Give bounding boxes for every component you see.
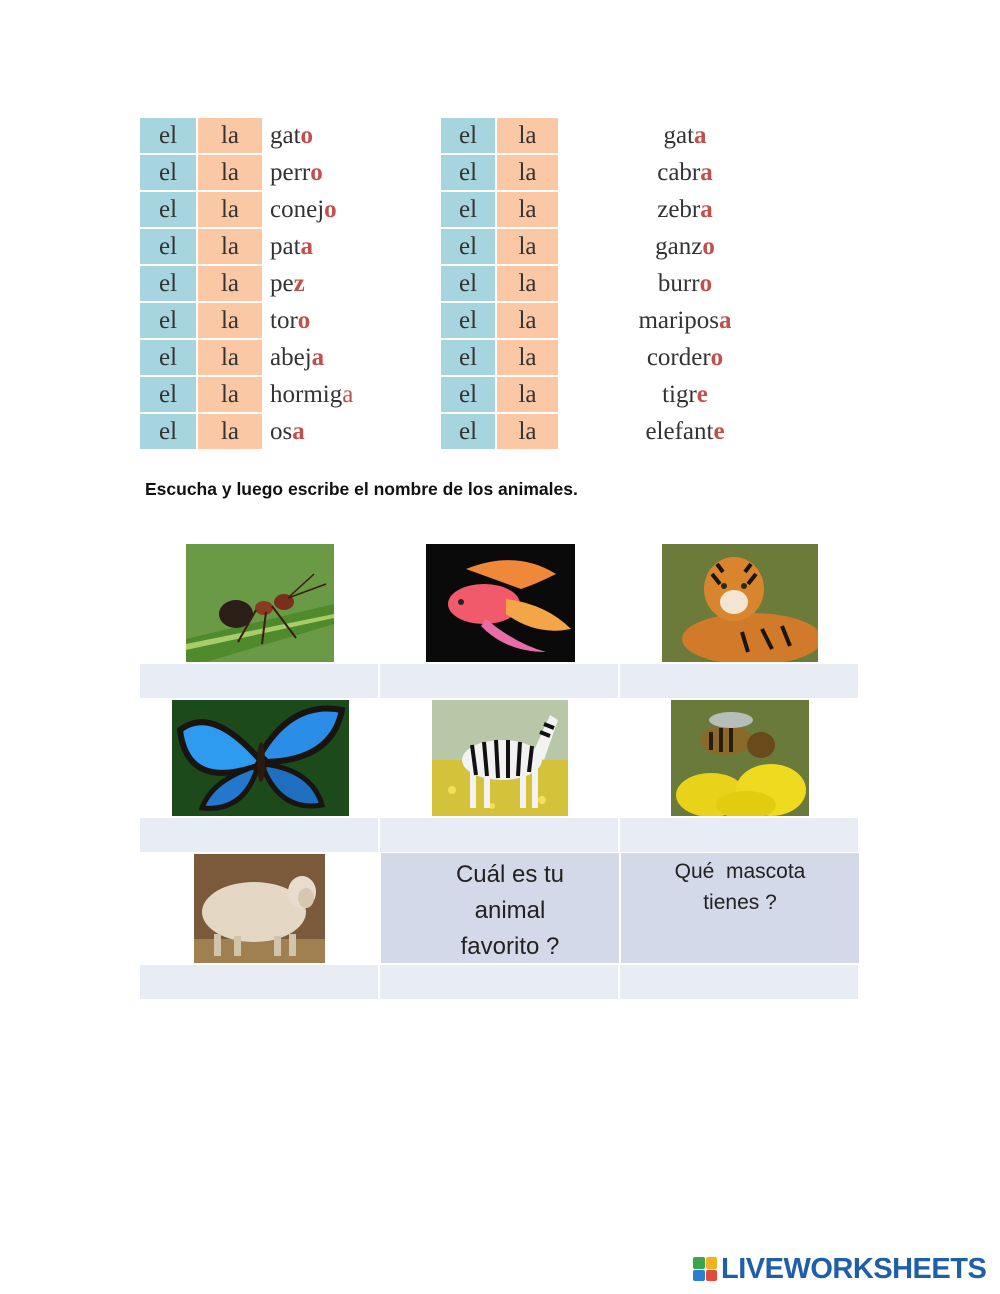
- animal-word: [560, 340, 810, 375]
- article-row: [140, 303, 404, 338]
- answer-row-2: [140, 818, 858, 852]
- article-el-option[interactable]: el: [140, 229, 196, 264]
- answer-field-ant[interactable]: [140, 664, 378, 698]
- word-ending: o: [702, 233, 715, 260]
- question-line: animal: [474, 897, 546, 924]
- article-row: [441, 229, 810, 264]
- article-la-option[interactable]: la: [497, 155, 558, 190]
- article-row: [441, 155, 810, 190]
- animal-word: [264, 229, 404, 264]
- animal-word: [560, 192, 810, 227]
- article-el-option[interactable]: el: [140, 155, 196, 190]
- animal-word: [560, 414, 810, 449]
- instruction-text: Escucha y luego escribe el nombre de los animales.: [145, 479, 578, 499]
- question-line: Qué mascota: [674, 860, 806, 883]
- animal-word: [264, 192, 404, 227]
- article-la-option[interactable]: la: [497, 377, 558, 412]
- article-row: [441, 118, 810, 153]
- favorite-animal-question: [381, 853, 619, 963]
- logo-text: LIVEWORKSHEETS: [721, 1252, 987, 1285]
- animal-word: [264, 377, 404, 412]
- word-ending: a: [694, 122, 707, 149]
- word-stem: pe: [270, 270, 294, 297]
- article-la-option[interactable]: la: [198, 377, 262, 412]
- article-row: [140, 377, 404, 412]
- article-row: [441, 266, 810, 301]
- word-stem: burr: [657, 270, 700, 297]
- word-ending: e: [696, 381, 708, 408]
- article-el-option[interactable]: el: [441, 192, 495, 227]
- word-ending: a: [311, 344, 325, 371]
- article-row: [140, 266, 404, 301]
- word-ending: a: [719, 307, 732, 334]
- word-stem: elefant: [645, 418, 714, 445]
- answer-field-favorite-animal[interactable]: [380, 965, 618, 999]
- article-row: [140, 414, 404, 449]
- article-row: [441, 303, 810, 338]
- article-row: [441, 414, 810, 449]
- word-stem: hormig: [270, 381, 343, 408]
- article-el-option[interactable]: el: [140, 266, 196, 301]
- article-table-left: [138, 116, 406, 451]
- butterfly-photo-icon: [172, 700, 349, 816]
- animal-word: [264, 414, 404, 449]
- article-el-option[interactable]: el: [441, 340, 495, 375]
- word-stem: maripos: [638, 307, 720, 334]
- word-ending: o: [310, 159, 323, 186]
- word-stem: conej: [270, 196, 325, 223]
- question-line: tienes ?: [703, 891, 777, 914]
- answer-field-tiger[interactable]: [620, 664, 858, 698]
- article-la-option[interactable]: la: [497, 303, 558, 338]
- pet-question: [621, 853, 859, 963]
- word-ending: e: [713, 418, 725, 445]
- article-row: [140, 229, 404, 264]
- word-ending: o: [699, 270, 713, 297]
- tiger-photo-icon: [662, 544, 818, 662]
- article-la-option[interactable]: la: [497, 192, 558, 227]
- article-row: [441, 192, 810, 227]
- word-ending: a: [700, 196, 713, 223]
- answer-field-butterfly[interactable]: [140, 818, 378, 852]
- article-la-option[interactable]: la: [198, 229, 262, 264]
- article-row: [441, 340, 810, 375]
- word-ending: o: [324, 196, 337, 223]
- word-stem: cabr: [657, 159, 701, 186]
- fish-photo-icon: [426, 544, 575, 662]
- article-la-option[interactable]: la: [198, 414, 262, 449]
- sheep-photo-icon: [194, 854, 325, 963]
- question-line: Cuál es tu: [455, 861, 565, 888]
- word-ending: a: [300, 233, 314, 260]
- animal-word: [560, 266, 810, 301]
- article-row: [441, 377, 810, 412]
- article-la-option[interactable]: la: [198, 303, 262, 338]
- article-row: [140, 192, 404, 227]
- article-el-option[interactable]: el: [140, 414, 196, 449]
- answer-field-fish[interactable]: [380, 664, 618, 698]
- animal-word: [264, 303, 404, 338]
- animal-word: [264, 266, 404, 301]
- article-el-option[interactable]: el: [140, 118, 196, 153]
- article-el-option[interactable]: el: [441, 229, 495, 264]
- animal-word: [264, 155, 404, 190]
- word-stem: os: [270, 418, 293, 445]
- article-el-option[interactable]: el: [140, 192, 196, 227]
- word-stem: tigr: [662, 381, 697, 408]
- word-ending: a: [700, 159, 713, 186]
- animal-word: [560, 155, 810, 190]
- article-el-option[interactable]: el: [441, 303, 495, 338]
- article-el-option[interactable]: el: [441, 155, 495, 190]
- answer-field-zebra[interactable]: [380, 818, 618, 852]
- article-la-option[interactable]: la: [198, 155, 262, 190]
- word-ending: z: [293, 270, 305, 297]
- article-table-right: [439, 116, 812, 451]
- answer-row-3: [140, 965, 858, 999]
- animal-word: [560, 377, 810, 412]
- article-row: [140, 340, 404, 375]
- article-la-option[interactable]: la: [497, 118, 558, 153]
- word-stem: gat: [270, 122, 301, 149]
- article-la-option[interactable]: la: [497, 414, 558, 449]
- animal-word: [264, 340, 404, 375]
- article-la-option[interactable]: la: [497, 266, 558, 301]
- animal-word: [560, 118, 810, 153]
- word-stem: tor: [270, 307, 298, 334]
- word-ending: a: [342, 381, 354, 408]
- word-stem: perr: [270, 159, 311, 186]
- article-la-option[interactable]: la: [198, 192, 262, 227]
- article-el-option[interactable]: el: [140, 340, 196, 375]
- question-line: favorito ?: [460, 933, 560, 960]
- word-ending: o: [300, 122, 314, 149]
- word-stem: abej: [270, 344, 312, 371]
- ant-photo-icon: [186, 544, 334, 662]
- article-row: [140, 155, 404, 190]
- word-ending: o: [297, 307, 311, 334]
- liveworksheets-logo: [693, 1252, 986, 1286]
- article-la-option[interactable]: la: [497, 340, 558, 375]
- word-stem: ganz: [655, 233, 703, 260]
- animal-word: [264, 118, 404, 153]
- article-la-option[interactable]: la: [198, 340, 262, 375]
- article-la-option[interactable]: la: [198, 266, 262, 301]
- animal-word: [560, 229, 810, 264]
- article-row: [140, 118, 404, 153]
- bee-photo-icon: [671, 700, 809, 816]
- article-el-option[interactable]: el: [441, 118, 495, 153]
- answer-field-sheep[interactable]: [140, 965, 378, 999]
- logo-mark-icon: [693, 1257, 717, 1281]
- word-ending: o: [710, 344, 724, 371]
- answer-field-bee[interactable]: [620, 818, 858, 852]
- article-la-option[interactable]: la: [198, 118, 262, 153]
- word-ending: a: [292, 418, 305, 445]
- word-stem: zebr: [657, 196, 701, 223]
- article-el-option[interactable]: el: [441, 377, 495, 412]
- article-el-option[interactable]: el: [140, 303, 196, 338]
- article-el-option[interactable]: el: [441, 266, 495, 301]
- article-la-option[interactable]: la: [497, 229, 558, 264]
- word-stem: corder: [646, 344, 711, 371]
- word-stem: pat: [270, 233, 301, 260]
- zebra-photo-icon: [432, 700, 568, 816]
- animal-word: [560, 303, 810, 338]
- answer-row-1: [140, 664, 858, 698]
- article-el-option[interactable]: el: [441, 414, 495, 449]
- answer-field-pet[interactable]: [620, 965, 858, 999]
- word-stem: gat: [663, 122, 695, 149]
- article-el-option[interactable]: el: [140, 377, 196, 412]
